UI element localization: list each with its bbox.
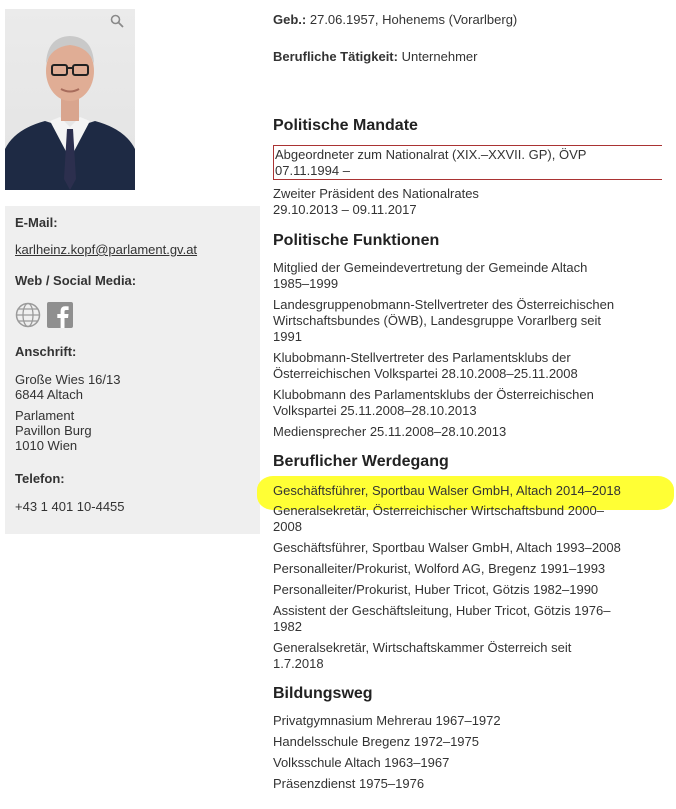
list-item: Abgeordneter zum Nationalrat (XIX.–XXVII. GP), ÖVP 07.11.1994 – [275, 147, 587, 178]
list-item: Mitglied der Gemeindevertretung der Gemeinde Altach 1985–1999 [273, 260, 588, 291]
list-item: Handelsschule Bregenz 1972–1975 [273, 734, 479, 749]
list-item: Zweiter Präsident des Nationalrates 29.10.2013 – 09.11.2017 [273, 186, 479, 217]
address-label: Anschrift: [15, 344, 77, 359]
address-home: Große Wies 16/13 6844 Altach [15, 372, 121, 402]
search-icon[interactable] [110, 14, 124, 28]
list-item: Klubobmann des Parlamentsklubs der Österreichischen Volkspartei 25.11.2008–28.10.2013 [273, 387, 594, 418]
list-item: Mediensprecher 25.11.2008–28.10.2013 [273, 424, 507, 439]
contact-panel [5, 206, 260, 534]
phone-label: Telefon: [15, 471, 65, 486]
list-item: Assistent der Geschäftsleitung, Huber Tricot, Götzis 1976– 1982 [273, 603, 611, 634]
portrait-photo[interactable] [5, 9, 135, 190]
list-item: Klubobmann-Stellvertreter des Parlamentsklubs der Österreichischen Volkspartei 28.10.2008–25.11.2008 [273, 350, 578, 381]
address-parliament: Parlament Pavillon Burg 1010 Wien [15, 408, 92, 453]
list-item: Volksschule Altach 1963–1967 [273, 755, 450, 770]
list-item: Landesgruppenobmann-Stellvertreter des Österreichischen Wirtschaftsbundes (ÖWB), Landesgruppe Vorarlberg seit 1991 [273, 297, 615, 344]
web-social-label: Web / Social Media: [15, 273, 137, 288]
phone-number: +43 1 401 10-4455 [15, 499, 125, 514]
list-item: Geschäftsführer, Sportbau Walser GmbH, Altach 2014–2018 [273, 483, 621, 498]
list-item: Privatgymnasium Mehrerau 1967–1972 [273, 713, 501, 728]
heading-beruflicher-werdegang: Beruflicher Werdegang [273, 453, 449, 470]
list-item: Geschäftsführer, Sportbau Walser GmbH, Altach 1993–2008 [273, 540, 621, 555]
list-item: Generalsekretär, Wirtschaftskammer Österreich seit 1.7.2018 [273, 640, 572, 671]
social-links [15, 302, 73, 328]
list-item: Personalleiter/Prokurist, Wolford AG, Bregenz 1991–1993 [273, 561, 606, 576]
email-link[interactable]: karlheinz.kopf@parlament.gv.at [15, 242, 198, 257]
globe-icon[interactable] [15, 302, 41, 328]
heading-bildungsweg: Bildungsweg [273, 685, 373, 702]
list-item: Präsenzdienst 1975–1976 [273, 776, 425, 791]
facebook-icon[interactable] [47, 302, 73, 328]
list-item: Generalsekretär, Österreichischer Wirtschaftsbund 2000– 2008 [273, 503, 604, 534]
birth-info: Geb.: 27.06.1957, Hohenems (Vorarlberg) [273, 12, 518, 27]
heading-politische-mandate: Politische Mandate [273, 117, 418, 134]
heading-politische-funktionen: Politische Funktionen [273, 232, 440, 249]
email-label: E-Mail: [15, 215, 58, 230]
occupation-info: Berufliche Tätigkeit: Unternehmer [273, 49, 478, 64]
list-item: Personalleiter/Prokurist, Huber Tricot, Götzis 1982–1990 [273, 582, 599, 597]
